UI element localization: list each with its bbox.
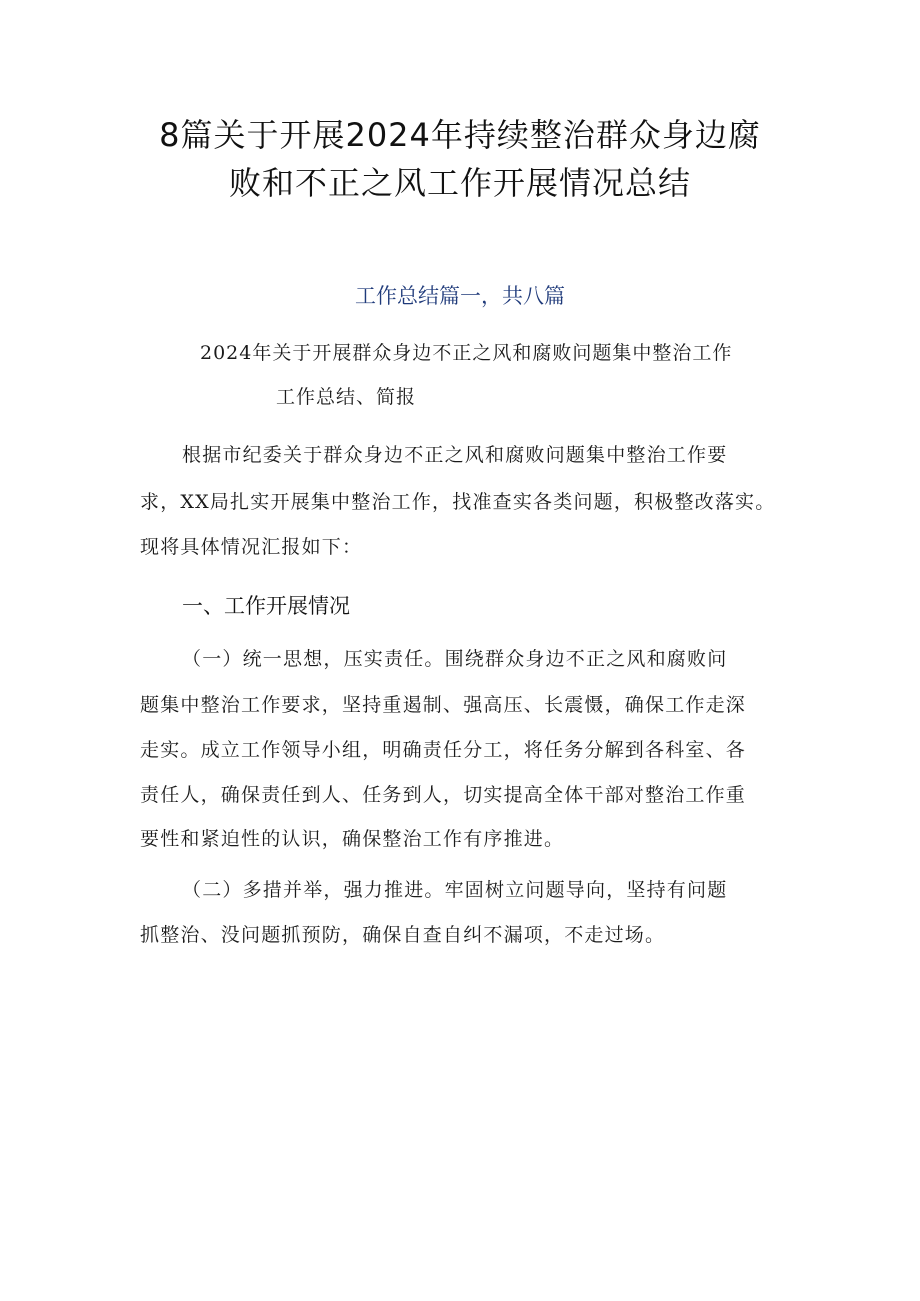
- section-heading: 一、工作开展情况: [182, 594, 350, 618]
- paragraph-line: 要性和紧迫性的认识，确保整治工作有序推进。: [140, 828, 565, 850]
- intro-line: 根据市纪委关于群众身边不正之风和腐败问题集中整治工作要: [182, 444, 728, 466]
- paragraph-line: 抓整治、没问题抓预防，确保自查自纠不漏项，不走过场。: [140, 924, 666, 946]
- report-title-line-1: 2024年关于开展群众身边不正之风和腐败问题集中整治工作: [200, 342, 733, 364]
- document-title-line-2: 败和不正之风工作开展情况总结: [228, 164, 691, 202]
- paragraph-line: 题集中整治工作要求，坚持重遏制、强高压、长震慑，确保工作走深: [140, 694, 747, 716]
- document-title-line-1: 8篇关于开展2024年持续整治群众身边腐: [159, 116, 761, 154]
- intro-line: 现将具体情况汇报如下：: [140, 536, 363, 558]
- paragraph-line: 走实。成立工作领导小组，明确责任分工，将任务分解到各科室、各: [140, 739, 747, 761]
- paragraph-line: 责任人，确保责任到人、任务到人，切实提高全体干部对整治工作重: [140, 784, 747, 806]
- report-title-line-2: 工作总结、简报: [276, 386, 417, 408]
- intro-line: 求，XX局扎实开展集中整治工作，找准查实各类问题，积极整改落实。: [140, 491, 776, 513]
- section-subtitle: 工作总结篇一，共八篇: [355, 284, 565, 308]
- paragraph-line: （二）多措并举，强力推进。牢固树立问题导向，坚持有问题: [182, 879, 728, 901]
- paragraph-line: （一）统一思想，压实责任。围绕群众身边不正之风和腐败问: [182, 648, 728, 670]
